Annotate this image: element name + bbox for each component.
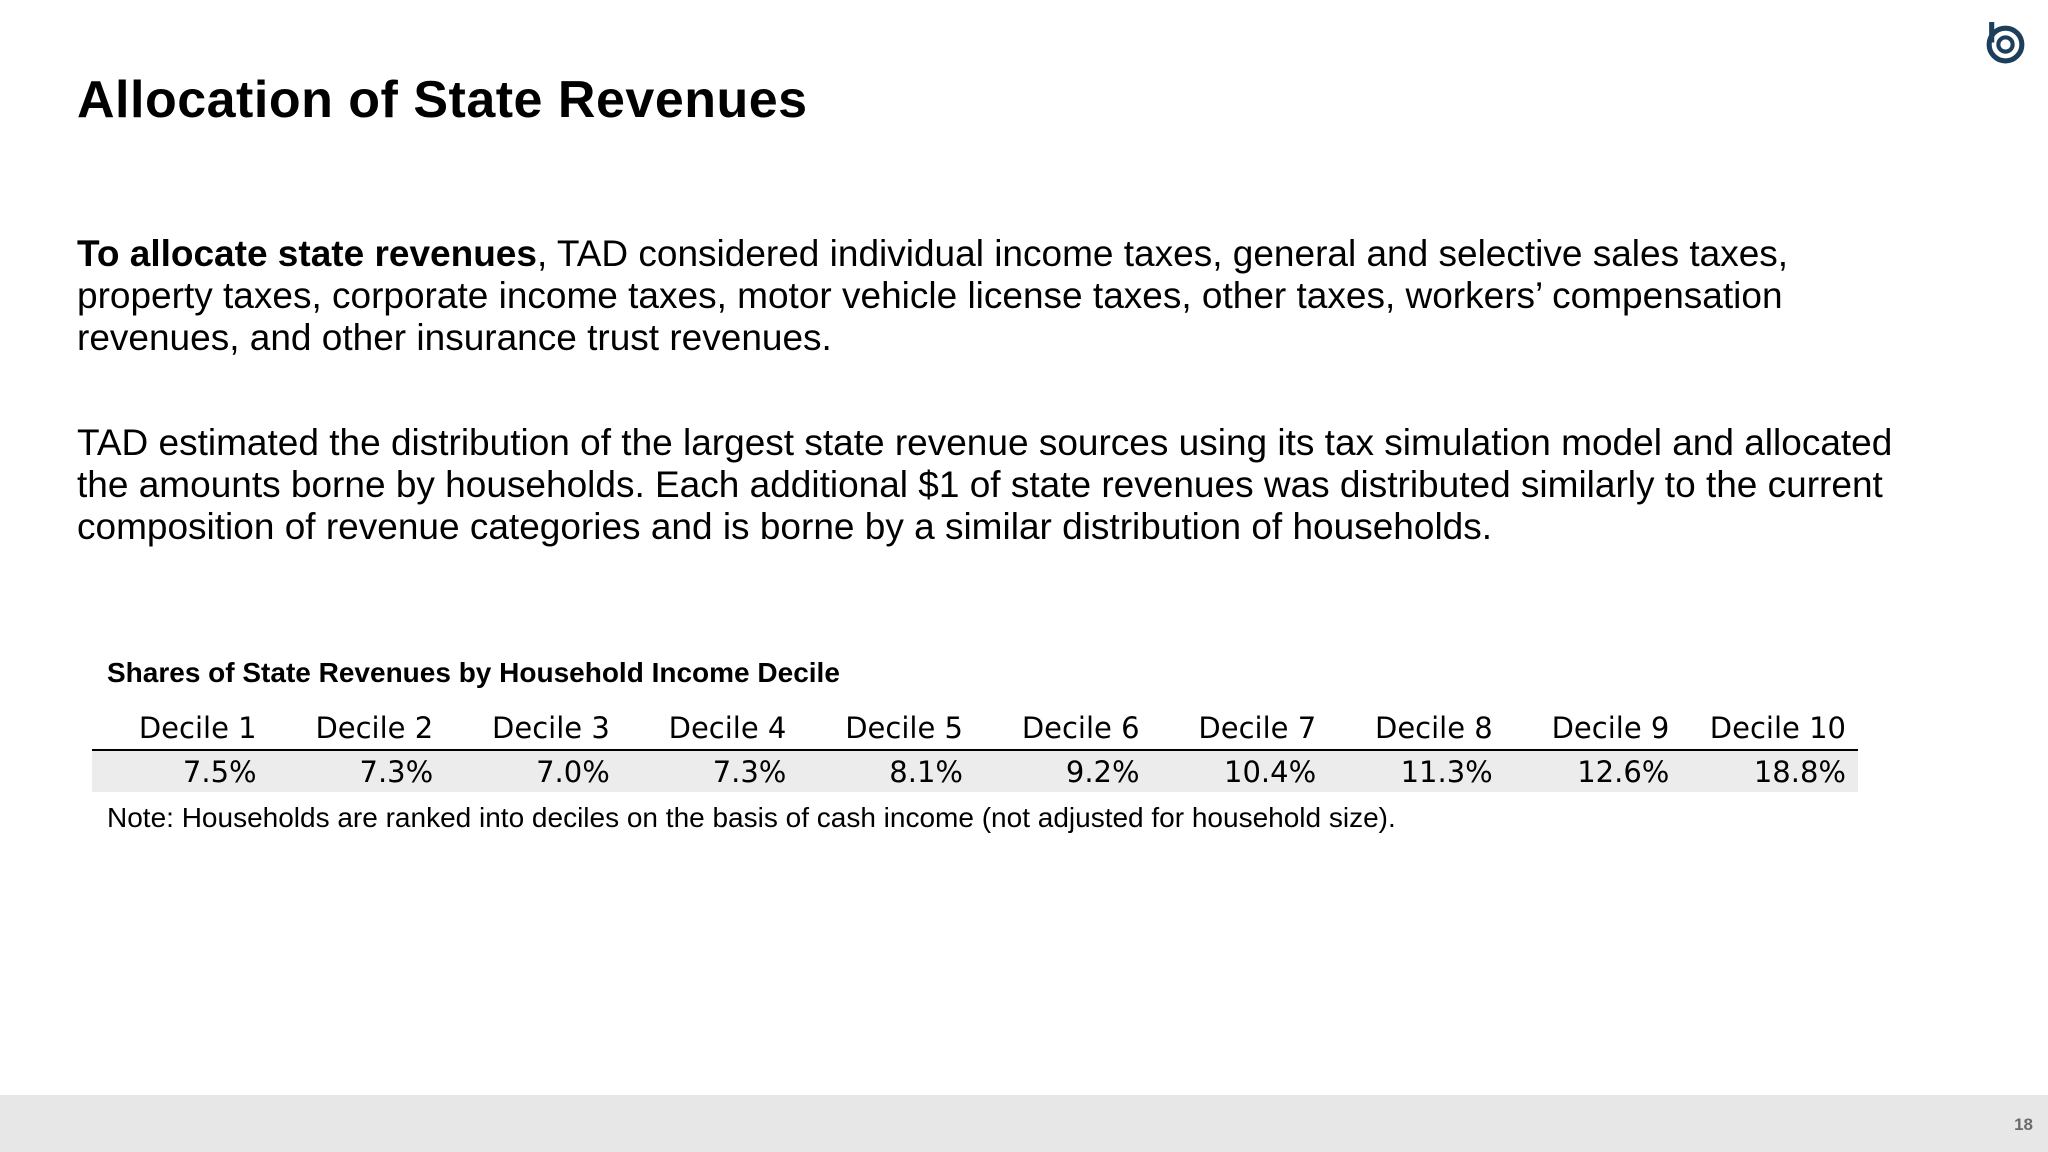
column-header: Decile 5 [798, 706, 975, 750]
table-cell: 18.8% [1681, 750, 1858, 792]
table-note: Note: Households are ranked into deciles on the basis of cash income (not adjusted for household size). [107, 802, 1396, 833]
table-title: Shares of State Revenues by Household Income Decile [107, 657, 840, 688]
column-header: Decile 10 [1681, 706, 1858, 750]
column-header: Decile 9 [1505, 706, 1682, 750]
table-cell: 7.5% [92, 750, 269, 792]
brand-logo-icon [1983, 20, 2028, 65]
table-header-row [92, 706, 1858, 750]
table-cell: 11.3% [1328, 750, 1505, 792]
column-header: Decile 3 [445, 706, 622, 750]
table-row [92, 750, 1858, 792]
column-header: Decile 7 [1152, 706, 1329, 750]
table-cell: 7.3% [269, 750, 446, 792]
column-header: Decile 1 [92, 706, 269, 750]
table-cell: 7.0% [445, 750, 622, 792]
paragraph-allocation [77, 233, 1897, 359]
table-cell: 7.3% [622, 750, 799, 792]
column-header: Decile 6 [975, 706, 1152, 750]
table-cell: 8.1% [798, 750, 975, 792]
table-cell: 10.4% [1152, 750, 1329, 792]
paragraph-body: , TAD considered individual income taxes, general and selective sales taxes, property taxes, corporate income taxes, motor vehicle license taxes, other taxes, workers’ compensation revenues, and other insurance trust revenues. [77, 233, 1789, 358]
table-cell: 12.6% [1505, 750, 1682, 792]
paragraph-estimation: TAD estimated the distribution of the largest state revenue sources using its tax simulation model and allocated the amounts borne by households. Each additional $1 of state revenues was distributed similarly to the current composition of revenue categories and is borne by a similar distribution of households. [77, 422, 1893, 547]
column-header: Decile 8 [1328, 706, 1505, 750]
page-title: Allocation of State Revenues [77, 71, 808, 129]
decile-shares-table [92, 706, 1858, 792]
column-header: Decile 2 [269, 706, 446, 750]
table-cell: 9.2% [975, 750, 1152, 792]
footer-bar [0, 1095, 2048, 1152]
page-number: 18 [2014, 1115, 2033, 1134]
paragraph-lead: To allocate state revenues [77, 233, 537, 274]
column-header: Decile 4 [622, 706, 799, 750]
